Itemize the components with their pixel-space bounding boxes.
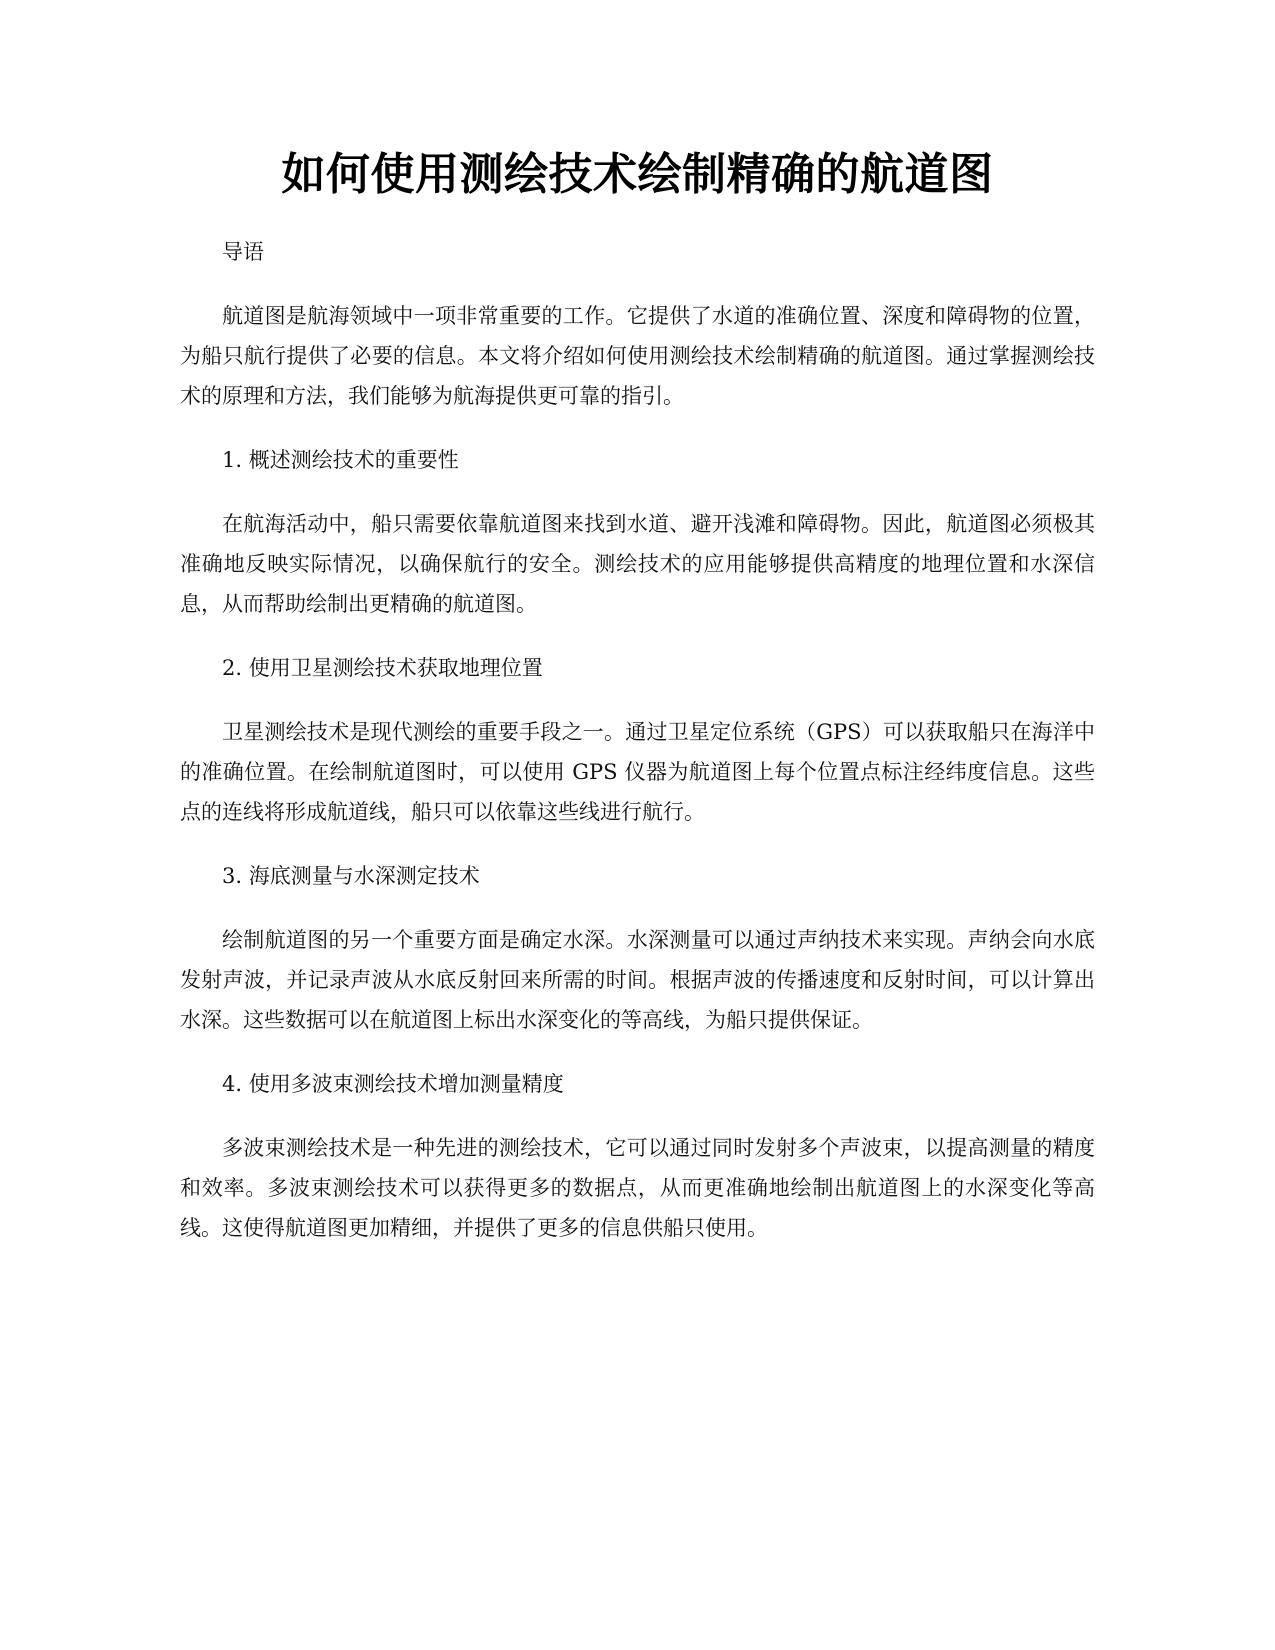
- section-heading-1: 1. 概述测绘技术的重要性: [222, 448, 459, 472]
- section-heading-2: 2. 使用卫星测绘技术获取地理位置: [222, 656, 543, 680]
- section-paragraph-1: 在航海活动中，船只需要依靠航道图来找到水道、避开浅滩和障碍物。因此，航道图必须极其准确地反映实际情况，以确保航行的安全。测绘技术的应用能够提供高精度的地理位置和水深信息，从而帮助绘制出更精确的航道图。: [180, 512, 1095, 616]
- section-heading-3: 3. 海底测量与水深测定技术: [222, 864, 480, 888]
- section-paragraph-3: 绘制航道图的另一个重要方面是确定水深。水深测量可以通过声纳技术来实现。声纳会向水底发射声波，并记录声波从水底反射回来所需的时间。根据声波的传播速度和反射时间，可以计算出水深。这些数据可以在航道图上标出水深变化的等高线，为船只提供保证。: [180, 928, 1095, 1032]
- document-title: 如何使用测绘技术绘制精确的航道图: [281, 149, 994, 200]
- section-heading-4: 4. 使用多波束测绘技术增加测量精度: [222, 1072, 564, 1096]
- document-body: [180, 232, 1095, 1272]
- section-paragraph-4: 多波束测绘技术是一种先进的测绘技术，它可以通过同时发射多个声波束，以提高测量的精度和效率。多波束测绘技术可以获得更多的数据点，从而更准确地绘制出航道图上的水深变化等高线。这使得航道图更加精细，并提供了更多的信息供船只使用。: [180, 1136, 1095, 1240]
- intro-heading: 导语: [222, 240, 264, 264]
- intro-paragraph: 航道图是航海领域中一项非常重要的工作。它提供了水道的准确位置、深度和障碍物的位置，为船只航行提供了必要的信息。本文将介绍如何使用测绘技术绘制精确的航道图。通过掌握测绘技术的原理和方法，我们能够为航海提供更可靠的指引。: [180, 304, 1095, 408]
- section-paragraph-2: 卫星测绘技术是现代测绘的重要手段之一。通过卫星定位系统（GPS）可以获取船只在海洋中的准确位置。在绘制航道图时，可以使用 GPS 仪器为航道图上每个位置点标注经纬度信息。这些点的连线将形成航道线，船只可以依靠这些线进行航行。: [180, 720, 1095, 824]
